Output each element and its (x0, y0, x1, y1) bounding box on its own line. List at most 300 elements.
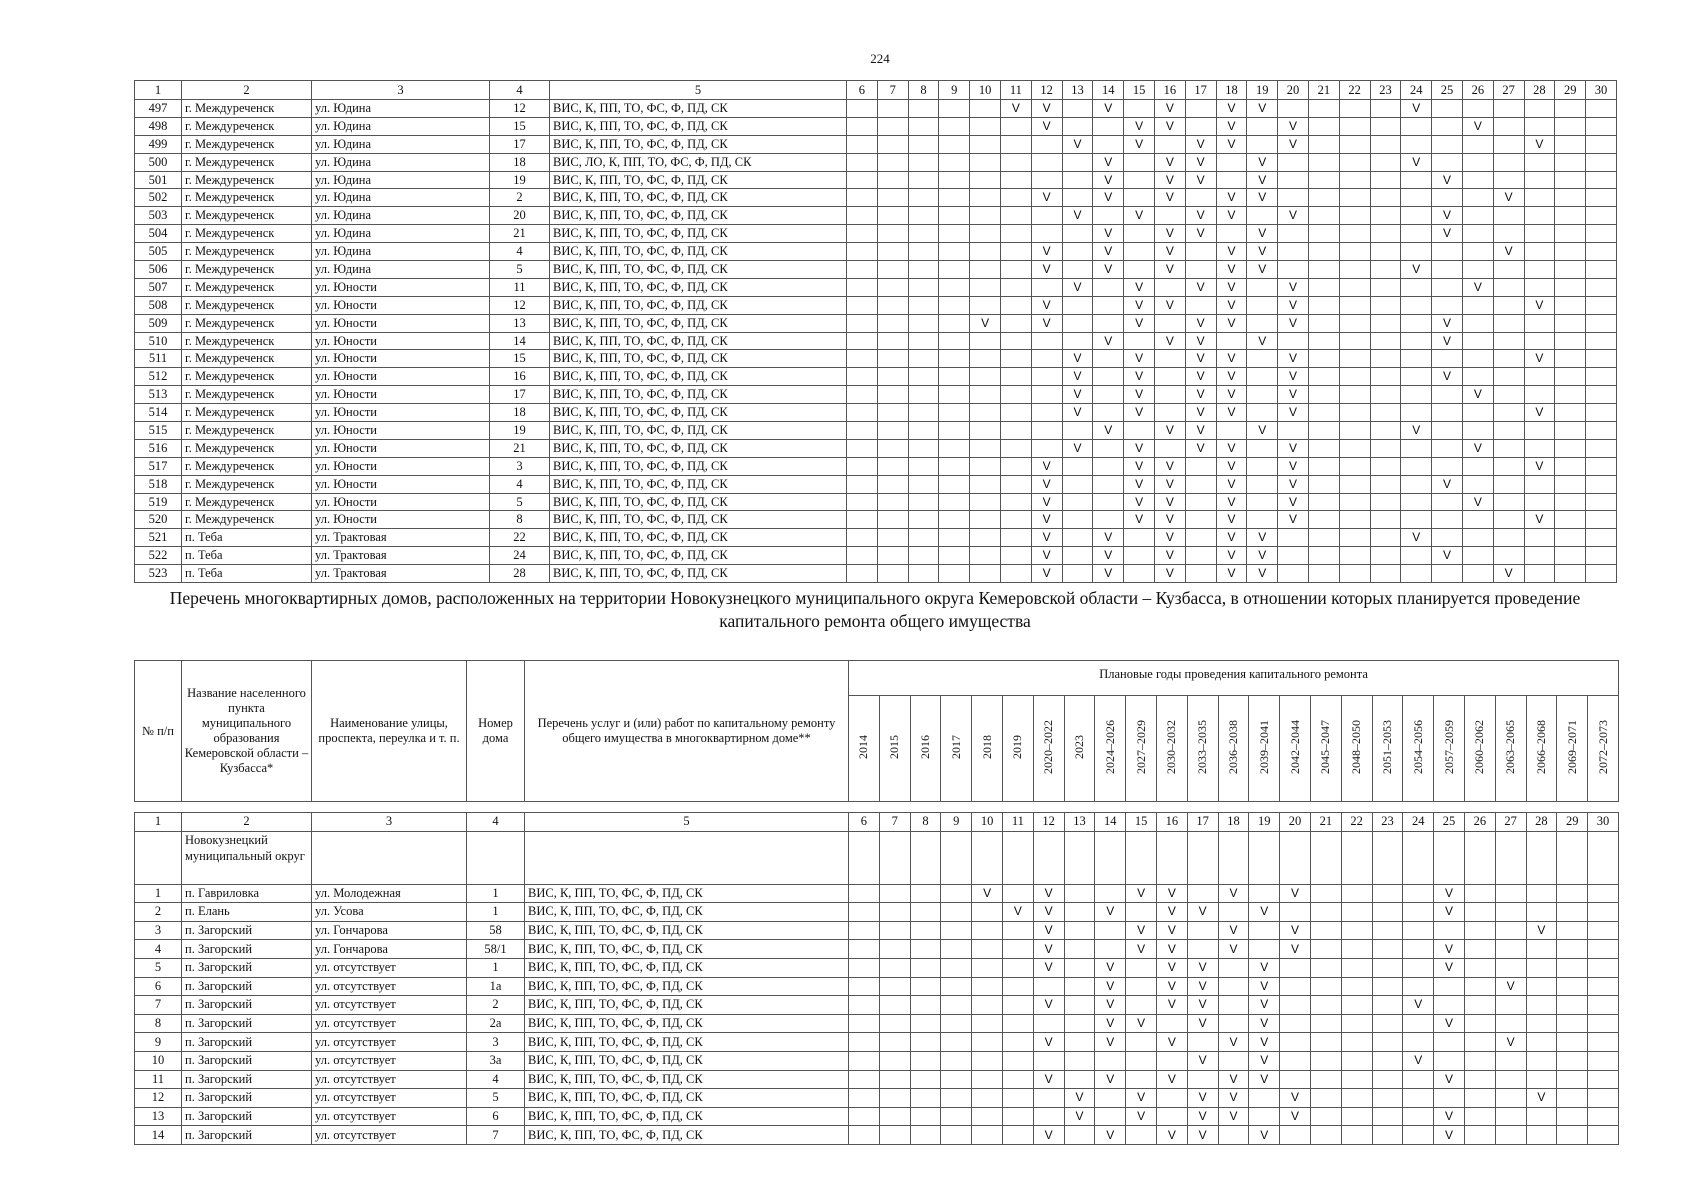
year-mark: V (1249, 1126, 1280, 1145)
year-mark: V (1095, 977, 1126, 996)
year-mark: V (1216, 475, 1247, 493)
year-cell (1524, 117, 1555, 135)
year-cell (877, 261, 908, 279)
works-list-cell: ВИС, К, ПП, ТО, ФС, Ф, ПД, СК (525, 977, 849, 996)
year-cell (1310, 1126, 1341, 1145)
year-cell (941, 1070, 972, 1089)
year-label: 2066–2068 (1533, 719, 1548, 774)
year-cell (877, 153, 908, 171)
year-cell (1154, 368, 1185, 386)
year-mark: V (1218, 1089, 1249, 1108)
year-cell (939, 314, 970, 332)
year-cell (1000, 296, 1031, 314)
year-cell (939, 332, 970, 350)
house-number-cell: 22 (490, 529, 550, 547)
year-mark: V (1093, 153, 1124, 171)
year-mark: V (1278, 439, 1309, 457)
year-mark: V (1524, 350, 1555, 368)
year-cell (1308, 332, 1339, 350)
year-cell (939, 457, 970, 475)
year-cell (970, 207, 1001, 225)
year-cell (1339, 117, 1370, 135)
street-cell: ул. Юности (312, 493, 490, 511)
year-cell (910, 940, 941, 959)
year-cell (1187, 921, 1218, 940)
year-cell (847, 368, 878, 386)
year-cell (1308, 225, 1339, 243)
year-cell (908, 457, 939, 475)
year-cell (970, 296, 1001, 314)
year-cell (1033, 977, 1064, 996)
year-cell (1095, 921, 1126, 940)
column-number: 11 (1002, 813, 1033, 832)
year-cell (972, 996, 1003, 1015)
year-cell (970, 511, 1001, 529)
year-cell (1247, 457, 1278, 475)
table-row (135, 261, 1617, 279)
year-cell (1308, 207, 1339, 225)
year-cell (939, 100, 970, 118)
year-cell (1524, 475, 1555, 493)
year-mark: V (1524, 511, 1555, 529)
year-cell (1370, 278, 1401, 296)
year-cell (1310, 996, 1341, 1015)
house-number-cell: 17 (490, 135, 550, 153)
year-cell (1031, 386, 1062, 404)
year-mark: V (1033, 958, 1064, 977)
year-cell (1586, 422, 1617, 440)
year-cell (1339, 404, 1370, 422)
year-cell (1586, 261, 1617, 279)
year-cell (1249, 884, 1280, 903)
year-cell (939, 189, 970, 207)
year-cell (1586, 207, 1617, 225)
year-cell (1218, 977, 1249, 996)
column-number: 23 (1372, 813, 1403, 832)
row-number: 499 (135, 135, 182, 153)
year-cell (1308, 100, 1339, 118)
year-cell (1557, 1126, 1588, 1145)
year-cell (1031, 332, 1062, 350)
year-cell (1555, 511, 1586, 529)
year-cell (1588, 1126, 1619, 1145)
year-cell (1588, 921, 1619, 940)
table-row (135, 368, 1617, 386)
house-number-cell: 5 (490, 261, 550, 279)
locality-cell: г. Междуреченск (182, 493, 312, 511)
year-cell (1185, 529, 1216, 547)
year-header (1341, 696, 1372, 802)
column-number: 17 (1185, 81, 1216, 100)
year-cell (1588, 1014, 1619, 1033)
year-cell (1247, 511, 1278, 529)
column-number: 22 (1341, 813, 1372, 832)
year-header (1495, 696, 1526, 802)
year-cell (1493, 261, 1524, 279)
street-cell: ул. Юности (312, 278, 490, 296)
year-cell (1464, 1033, 1495, 1052)
year-mark: V (1093, 243, 1124, 261)
year-cell (1586, 457, 1617, 475)
year-mark: V (1031, 457, 1062, 475)
group-empty-cell (1557, 831, 1588, 884)
year-mark: V (1154, 189, 1185, 207)
year-cell (1555, 529, 1586, 547)
year-cell (1187, 940, 1218, 959)
year-cell (1278, 332, 1309, 350)
year-mark: V (1278, 511, 1309, 529)
row-number: 14 (135, 1126, 182, 1145)
year-cell (1434, 1089, 1465, 1108)
year-cell (849, 1107, 880, 1126)
year-cell (1062, 314, 1093, 332)
year-cell (1280, 1033, 1311, 1052)
year-cell (1526, 1107, 1557, 1126)
year-cell (877, 243, 908, 261)
locality-cell: г. Междуреченск (182, 100, 312, 118)
year-cell (1216, 171, 1247, 189)
column-number: 30 (1588, 813, 1619, 832)
works-list-cell: ВИС, К, ПП, ТО, ФС, Ф, ПД, СК (550, 261, 847, 279)
year-cell (1524, 386, 1555, 404)
year-cell (1341, 1014, 1372, 1033)
house-number-cell: 4 (467, 1070, 525, 1089)
locality-cell: п. Загорский (182, 1126, 312, 1145)
year-cell (941, 1014, 972, 1033)
table-row (135, 940, 1619, 959)
street-cell: ул. Юности (312, 314, 490, 332)
year-cell (1339, 135, 1370, 153)
year-mark: V (1154, 153, 1185, 171)
year-cell (1586, 511, 1617, 529)
year-cell (939, 493, 970, 511)
year-cell (1093, 404, 1124, 422)
year-cell (877, 171, 908, 189)
table-row (135, 386, 1617, 404)
year-mark: V (1124, 457, 1155, 475)
year-cell (1464, 884, 1495, 903)
year-mark: V (1154, 511, 1185, 529)
year-cell (1401, 511, 1432, 529)
table-row (135, 457, 1617, 475)
year-cell (1341, 958, 1372, 977)
year-cell (1462, 314, 1493, 332)
year-mark: V (1154, 296, 1185, 314)
table-row (135, 529, 1617, 547)
year-cell (1495, 1051, 1526, 1070)
year-mark: V (1493, 189, 1524, 207)
house-number-cell: 14 (490, 332, 550, 350)
year-cell (1062, 153, 1093, 171)
year-label: 2027–2029 (1133, 719, 1148, 774)
year-cell (879, 903, 910, 922)
year-mark: V (1185, 368, 1216, 386)
year-cell (1586, 153, 1617, 171)
year-mark: V (1185, 153, 1216, 171)
year-cell (1493, 171, 1524, 189)
year-cell (1432, 404, 1463, 422)
year-mark: V (1247, 547, 1278, 565)
year-cell (1062, 243, 1093, 261)
locality-cell: г. Междуреченск (182, 368, 312, 386)
year-cell (1064, 903, 1095, 922)
year-label: 2015 (887, 734, 902, 759)
year-cell (1370, 439, 1401, 457)
year-mark: V (1154, 117, 1185, 135)
row-number: 505 (135, 243, 182, 261)
year-cell (877, 296, 908, 314)
year-cell (1308, 243, 1339, 261)
year-cell (1095, 1051, 1126, 1070)
year-cell (941, 996, 972, 1015)
year-cell (877, 100, 908, 118)
house-number-cell: 5 (490, 493, 550, 511)
year-cell (1526, 940, 1557, 959)
year-cell (1372, 884, 1403, 903)
year-cell (1586, 243, 1617, 261)
year-mark: V (1185, 171, 1216, 189)
year-mark: V (1247, 529, 1278, 547)
works-list-cell: ВИС, К, ПП, ТО, ФС, Ф, ПД, СК (525, 1107, 849, 1126)
table-row (135, 404, 1617, 422)
row-number: 523 (135, 565, 182, 583)
year-cell (1401, 547, 1432, 565)
street-cell: ул. Юности (312, 439, 490, 457)
year-cell (1154, 207, 1185, 225)
year-cell (1033, 1089, 1064, 1108)
year-cell (1308, 153, 1339, 171)
row-number: 9 (135, 1033, 182, 1052)
year-cell (1031, 225, 1062, 243)
column-number: 9 (941, 813, 972, 832)
table-row (135, 189, 1617, 207)
year-cell (1339, 225, 1370, 243)
year-cell (908, 350, 939, 368)
year-cell (1247, 475, 1278, 493)
year-cell (1403, 977, 1434, 996)
year-cell (879, 1070, 910, 1089)
year-cell (1524, 332, 1555, 350)
year-mark: V (1218, 1070, 1249, 1089)
street-cell: ул. отсутствует (312, 996, 467, 1015)
year-cell (847, 153, 878, 171)
year-mark: V (1033, 903, 1064, 922)
year-mark: V (1216, 278, 1247, 296)
group-empty-cell (525, 831, 849, 884)
year-mark: V (1280, 884, 1311, 903)
house-number-cell: 28 (490, 565, 550, 583)
year-cell (1555, 439, 1586, 457)
locality-cell: г. Междуреченск (182, 189, 312, 207)
year-mark: V (1247, 332, 1278, 350)
column-number: 19 (1249, 813, 1280, 832)
works-list-cell: ВИС, К, ПП, ТО, ФС, Ф, ПД, СК (550, 547, 847, 565)
works-list-cell: ВИС, К, ПП, ТО, ФС, Ф, ПД, СК (550, 296, 847, 314)
year-mark: V (1216, 565, 1247, 583)
year-cell (908, 404, 939, 422)
year-cell (1185, 547, 1216, 565)
street-cell: ул. отсутствует (312, 1051, 467, 1070)
year-mark: V (1495, 977, 1526, 996)
year-cell (1031, 404, 1062, 422)
year-cell (849, 977, 880, 996)
year-mark: V (1249, 977, 1280, 996)
year-mark: V (1093, 189, 1124, 207)
year-mark: V (1187, 958, 1218, 977)
year-cell (1000, 511, 1031, 529)
year-mark: V (1062, 278, 1093, 296)
works-list-cell: ВИС, К, ПП, ТО, ФС, Ф, ПД, СК (550, 135, 847, 153)
year-cell (1000, 457, 1031, 475)
locality-cell: г. Междуреченск (182, 261, 312, 279)
street-cell: ул. Молодежная (312, 884, 467, 903)
year-cell (879, 1051, 910, 1070)
year-cell (1154, 404, 1185, 422)
year-cell (939, 565, 970, 583)
locality-cell: п. Загорский (182, 996, 312, 1015)
year-cell (1555, 243, 1586, 261)
year-mark: V (1280, 940, 1311, 959)
year-cell (1462, 368, 1493, 386)
year-cell (1557, 1107, 1588, 1126)
year-cell (908, 439, 939, 457)
year-cell (1341, 1089, 1372, 1108)
street-cell: ул. Юдина (312, 189, 490, 207)
table-row (135, 439, 1617, 457)
street-cell: ул. Юдина (312, 243, 490, 261)
year-cell (908, 475, 939, 493)
year-cell (1064, 940, 1095, 959)
locality-cell: г. Междуреченск (182, 439, 312, 457)
column-number: 26 (1464, 813, 1495, 832)
year-cell (1124, 422, 1155, 440)
column-number: 24 (1403, 813, 1434, 832)
group-empty-cell (1403, 831, 1434, 884)
year-cell (1401, 439, 1432, 457)
year-mark: V (1278, 404, 1309, 422)
year-cell (877, 493, 908, 511)
year-cell (939, 439, 970, 457)
year-cell (1062, 457, 1093, 475)
year-cell (1093, 457, 1124, 475)
year-header (1588, 696, 1619, 802)
year-cell (847, 386, 878, 404)
table-row (135, 350, 1617, 368)
year-cell (970, 386, 1001, 404)
column-number: 22 (1339, 81, 1370, 100)
year-label: 2045–2047 (1318, 719, 1333, 774)
year-cell (908, 153, 939, 171)
row-number: 11 (135, 1070, 182, 1089)
year-mark: V (1462, 117, 1493, 135)
locality-cell: г. Междуреченск (182, 278, 312, 296)
year-cell (1341, 1126, 1372, 1145)
row-number: 506 (135, 261, 182, 279)
year-cell (1493, 350, 1524, 368)
table-row (135, 565, 1617, 583)
year-cell (939, 386, 970, 404)
year-mark: V (1434, 884, 1465, 903)
column-number: 10 (972, 813, 1003, 832)
works-list-cell: ВИС, К, ПП, ТО, ФС, Ф, ПД, СК (550, 422, 847, 440)
works-list-cell: ВИС, К, ПП, ТО, ФС, Ф, ПД, СК (525, 996, 849, 1015)
year-cell (1339, 261, 1370, 279)
year-cell (1002, 1051, 1033, 1070)
house-number-cell: 12 (490, 100, 550, 118)
year-cell (1370, 171, 1401, 189)
table-row (135, 171, 1617, 189)
year-mark: V (1031, 189, 1062, 207)
year-cell (1093, 511, 1124, 529)
year-mark: V (1093, 100, 1124, 118)
year-mark: V (1187, 1107, 1218, 1126)
year-cell (1557, 958, 1588, 977)
year-cell (1370, 350, 1401, 368)
year-header (1218, 696, 1249, 802)
group-empty-cell (1218, 831, 1249, 884)
year-cell (1187, 1070, 1218, 1089)
works-list-cell: ВИС, К, ПП, ТО, ФС, Ф, ПД, СК (550, 243, 847, 261)
year-cell (1002, 1070, 1033, 1089)
year-cell (908, 511, 939, 529)
year-cell (1370, 153, 1401, 171)
year-cell (1401, 135, 1432, 153)
year-cell (849, 903, 880, 922)
year-cell (1002, 1033, 1033, 1052)
year-mark: V (1187, 1089, 1218, 1108)
year-cell (879, 921, 910, 940)
year-cell (910, 903, 941, 922)
year-cell (1370, 565, 1401, 583)
year-cell (939, 135, 970, 153)
year-cell (1339, 422, 1370, 440)
locality-cell: г. Междуреченск (182, 422, 312, 440)
year-cell (1154, 386, 1185, 404)
year-cell (908, 314, 939, 332)
table-row (135, 511, 1617, 529)
year-mark: V (1524, 135, 1555, 153)
year-cell (1000, 422, 1031, 440)
row-number: 517 (135, 457, 182, 475)
year-cell (1495, 1070, 1526, 1089)
year-cell (849, 1089, 880, 1108)
year-cell (1588, 958, 1619, 977)
year-cell (1493, 457, 1524, 475)
year-mark: V (1432, 171, 1463, 189)
year-mark: V (1462, 386, 1493, 404)
year-cell (941, 884, 972, 903)
year-mark: V (1493, 565, 1524, 583)
column-number: 1 (135, 813, 182, 832)
works-list-cell: ВИС, К, ПП, ТО, ФС, Ф, ПД, СК (550, 207, 847, 225)
year-cell (1124, 225, 1155, 243)
column-number: 2 (182, 813, 312, 832)
year-cell (1339, 386, 1370, 404)
year-cell (1310, 977, 1341, 996)
year-mark: V (1432, 547, 1463, 565)
group-empty-cell (1095, 831, 1126, 884)
year-cell (1462, 171, 1493, 189)
works-list-cell: ВИС, К, ПП, ТО, ФС, Ф, ПД, СК (550, 117, 847, 135)
year-cell (1370, 422, 1401, 440)
year-cell (1093, 386, 1124, 404)
year-cell (1586, 278, 1617, 296)
section-title: Перечень многоквартирных домов, расположенных на территории Новокузнецкого муниципального округа Кемеровской области – Кузбасса, в отношении которых планируется проведение капитального ремонта общего имущества (169, 588, 1581, 631)
year-cell (1278, 171, 1309, 189)
header-col-street: Наименование улицы, проспекта, переулка и т. п. (312, 661, 467, 802)
year-cell (1308, 493, 1339, 511)
year-cell (1586, 475, 1617, 493)
